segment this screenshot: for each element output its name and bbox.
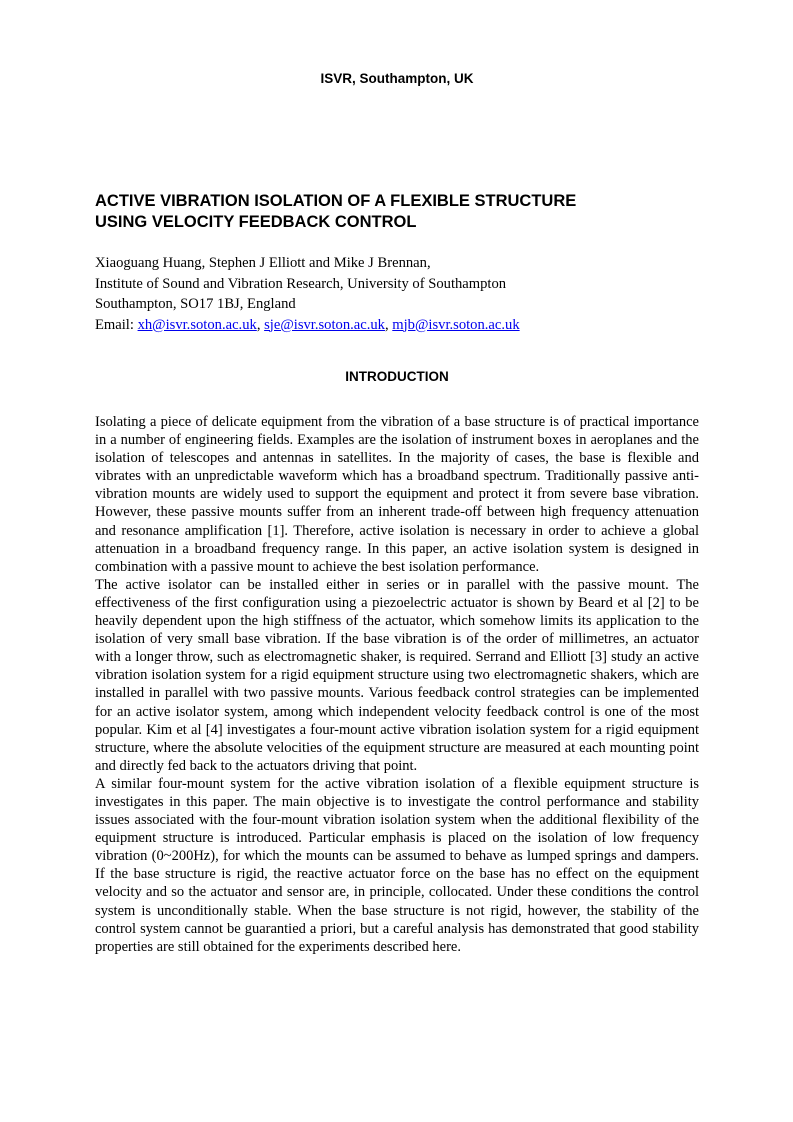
author-emails bbox=[95, 315, 699, 336]
email-separator: , bbox=[256, 316, 265, 333]
introduction-body bbox=[95, 413, 699, 956]
email-link-sje[interactable]: sje@isvr.soton.ac.uk bbox=[264, 316, 385, 333]
email-separator: , bbox=[384, 316, 393, 333]
paragraph: A similar four-mount system for the active vibration isolation of a flexible equipment structure is investigates in this paper. The main objective is to investigate the control performance and stability issues associated with the four-mount vibration isolation system when the additional flexibility of the equipment structure is introduced. Particular emphasis is placed on the isolation of low frequency vibration (0~200Hz), for which the mounts can be assumed to behave as lumped springs and dampers. If the base structure is rigid, the reactive actuator force on the base has no effect on the equipment velocity and so the actuator and sensor are, in principle, collocated. Under these conditions the control system is unconditionally stable. When the base structure is not rigid, however, the stability of the control system cannot be guarantied a priori, but a careful analysis has demonstrated that good stability properties are still obtained for the experiments described here. bbox=[95, 775, 699, 955]
email-link-mjb[interactable]: mjb@isvr.soton.ac.uk bbox=[392, 316, 520, 333]
paper-title bbox=[95, 191, 699, 233]
author-names: Xiaoguang Huang, Stephen J Elliott and Mike J Brennan, bbox=[95, 255, 431, 271]
running-head: ISVR, Southampton, UK bbox=[320, 71, 474, 86]
author-affiliation: Institute of Sound and Vibration Research, University of Southampton bbox=[95, 275, 507, 292]
email-label: Email: bbox=[95, 316, 138, 333]
title-line-2: USING VELOCITY FEEDBACK CONTROL bbox=[95, 213, 417, 231]
email-link-xh[interactable]: xh@isvr.soton.ac.uk bbox=[137, 316, 257, 333]
author-block bbox=[95, 253, 699, 335]
section-heading-introduction: INTRODUCTION bbox=[345, 369, 449, 384]
paragraph: Isolating a piece of delicate equipment from the vibration of a base structure is of practical importance in a number of engineering fields. Examples are the isolation of instrument boxes in aeroplanes and the isolation of telescopes and antennas in satellites. In the majority of cases, the base is flexible and vibrates with an unpredictable waveform which has a broadband spectrum. Traditionally passive anti-vibration mounts are widely used to support the equipment and protect it from severe base vibration. However, these passive mounts suffer from an inherent trade-off between high frequency attenuation and resonance amplification [1]. Therefore, active isolation is necessary in order to achieve a global attenuation in a broadband frequency range. In this paper, an active isolation system is designed in combination with a passive mount to achieve the best isolation performance. bbox=[95, 414, 699, 575]
paragraph: The active isolator can be installed either in series or in parallel with the passive mount. The effectiveness of the first configuration using a piezoelectric actuator is shown by Beard et al [2] to be heavily dependent upon the high stiffness of the actuator, which somehow limits its application to the isolation of very small base vibration. If the base vibration is of the order of millimetres, an actuator with a longer throw, such as electromagnetic shaker, is required. Serrand and Elliott [3] study an active vibration isolation system for a rigid equipment structure using two electromagnetic shakers, which are installed in parallel with two passive mounts. Various feedback control strategies can be implemented for an active isolator system, among which independent velocity feedback control is one of the most popular. Kim et al [4] investigates a four-mount active vibration isolation system for a rigid equipment structure, where the absolute velocities of the equipment structure are measured at each mounting point and directly fed back to the actuators driving that point. bbox=[95, 576, 699, 774]
title-line-1: ACTIVE VIBRATION ISOLATION OF A FLEXIBLE STRUCTURE bbox=[95, 192, 577, 210]
author-address: Southampton, SO17 1BJ, England bbox=[95, 296, 296, 312]
